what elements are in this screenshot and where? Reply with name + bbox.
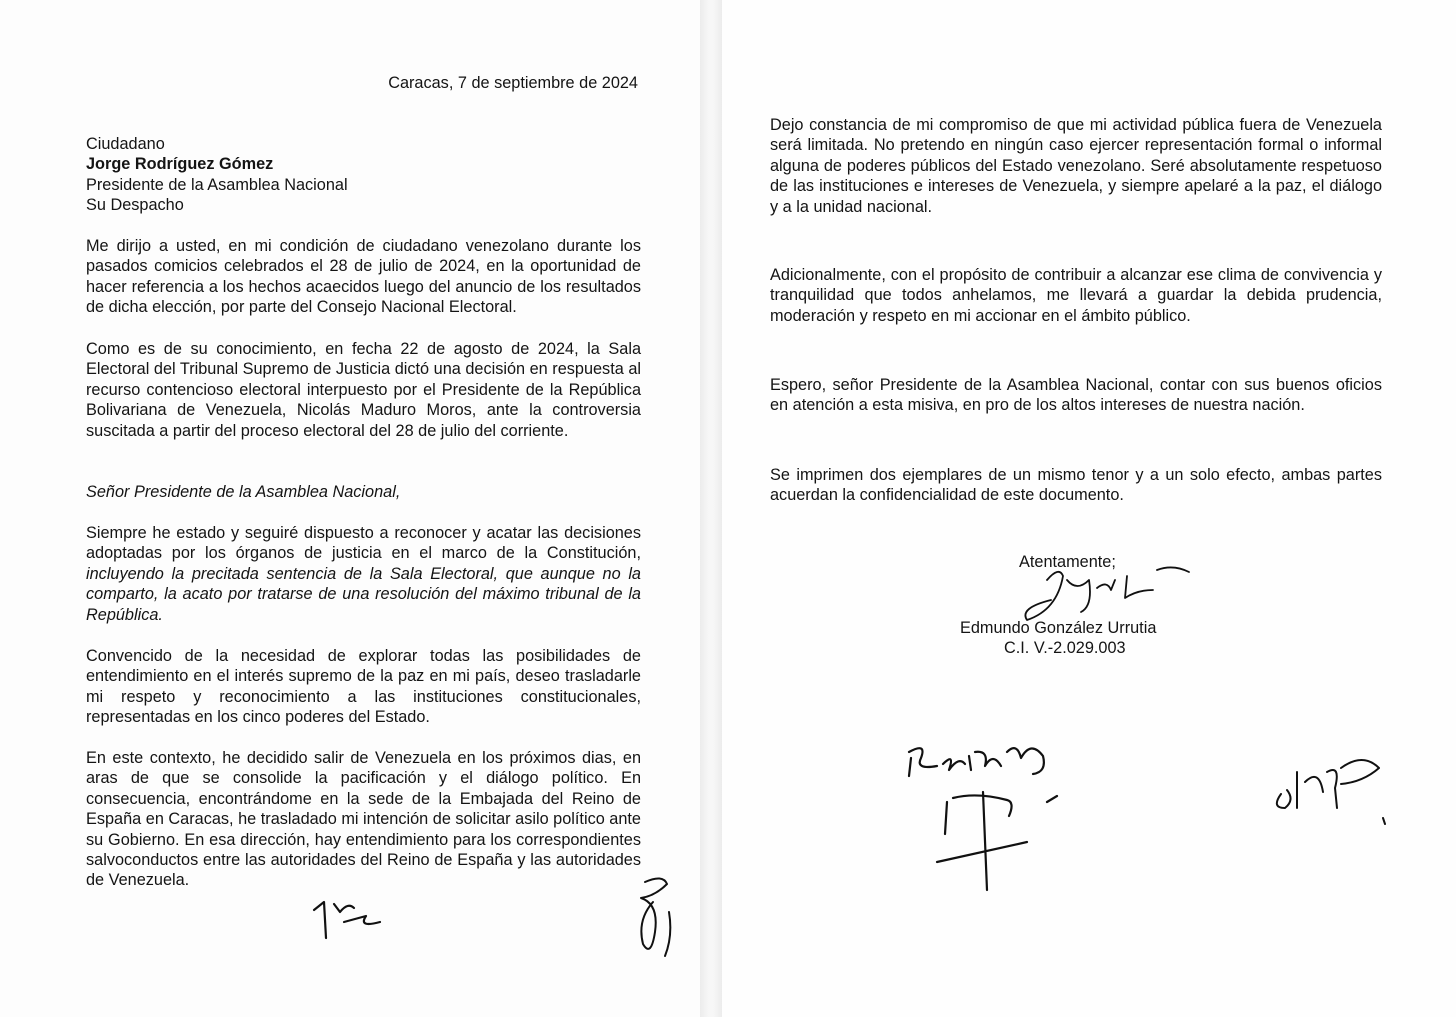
paragraph-2: Como es de su conocimiento, en fecha 22 de agosto de 2024, la Sala Electoral del Tribunal Supremo de Justicia dictó una decisión en respuesta al recurso contencioso electoral interpuesto por el Presidente de la República Bolivariana de Venezuela, Nicolás Maduro Moros, ante la controversia suscitada a partir del proceso electoral del 28 de julio del corriente. bbox=[86, 340, 641, 440]
recipient-salutation-line: Ciudadano bbox=[86, 135, 165, 153]
paragraph-1: Me dirijo a usted, en mi condición de ciudadano venezolano durante los pasados comicios celebrados el 28 de julio de 2024, en la oportunidad de hacer referencia a los hechos acaecidos luego del anuncio de los resultados de dicha elección, por parte del Consejo Nacional Electoral. bbox=[86, 237, 641, 317]
recipient-title: Presidente de la Asamblea Nacional bbox=[86, 175, 348, 194]
signer-id: C.I. V.-2.029.003 bbox=[1004, 639, 1126, 657]
letter-page-1 bbox=[0, 0, 700, 1017]
page-gutter bbox=[700, 0, 722, 1017]
paragraph-4: Convencido de la necesidad de explorar todas las posibilidades de entendimiento en el interés supremo de la paz en mi país, deseo trasladarle mi respeto y reconocimiento a las instituciones constitucionales, representadas en los cinco poderes del Estado. bbox=[86, 647, 641, 727]
closing-farewell: Atentamente; bbox=[1019, 553, 1116, 571]
paragraph-3 bbox=[86, 523, 641, 625]
recipient-name: Jorge Rodríguez Gómez bbox=[86, 155, 274, 174]
initials-mark-right bbox=[625, 872, 685, 964]
initials-mark-bottom bbox=[1267, 742, 1407, 832]
paragraph-6: Dejo constancia de mi compromiso de que mi actividad pública fuera de Venezuela será limitada. No pretendo en ningún caso ejercer representación formal o informal alguna de poderes públicos del Estado venezolano. Seré absolutamente respetuoso de las instituciones e intereses de Venezuela, y siempre apelaré a la paz, el diálogo y a la unidad nacional. bbox=[770, 116, 1382, 216]
initials-mark-left bbox=[300, 888, 410, 948]
paragraph-7: Adicionalmente, con el propósito de contribuir a alcanzar ese clima de convivencia y tranquilidad que todos anhelamos, me llevará a guardar la debida prudencia, moderación y respeto en mi accionar en el ámbito público. bbox=[770, 266, 1382, 325]
paragraph-8: Espero, señor Presidente de la Asamblea Nacional, contar con sus buenos oficios en atención a esta misiva, en pro de los altos intereses de nuestra nación. bbox=[770, 376, 1382, 415]
paragraph-9: Se imprimen dos ejemplares de un mismo tenor y a un solo efecto, ambas partes acuerdan la confidencialidad de este documento. bbox=[770, 466, 1382, 505]
received-handwritten-mark bbox=[897, 722, 1127, 902]
paragraph-3-italic: incluyendo la precitada sentencia de la Sala Electoral, que aunque no la comparto, la acato por tratarse de una resolución del máximo tribunal de la República. bbox=[86, 564, 641, 624]
recipient-office: Su Despacho bbox=[86, 196, 184, 215]
paragraph-3-plain: Siempre he estado y seguiré dispuesto a reconocer y acatar las decisiones adoptadas por los órganos de justicia en el marco de la Constitución, bbox=[86, 524, 641, 563]
signer-name: Edmundo González Urrutia bbox=[960, 619, 1157, 637]
letter-date: Caracas, 7 de septiembre de 2024 bbox=[388, 74, 638, 92]
salutation: Señor Presidente de la Asamblea Nacional, bbox=[86, 483, 401, 501]
paragraph-5: En este contexto, he decidido salir de Venezuela en los próximos dias, en aras de que se consolide la pacificación y el diálogo político. En consecuencia, encontrándome en la sede de la Embajada del Reino de España en Caracas, he trasladado mi intención de solicitar asilo político ante su Gobierno. En esa dirección, hay entendimiento para los correspondientes salvoconductos entre las autoridades del Reino de España y las autoridades de Venezuela. bbox=[86, 749, 641, 890]
letter-page-2 bbox=[722, 0, 1456, 1017]
recipient-block bbox=[86, 134, 586, 216]
